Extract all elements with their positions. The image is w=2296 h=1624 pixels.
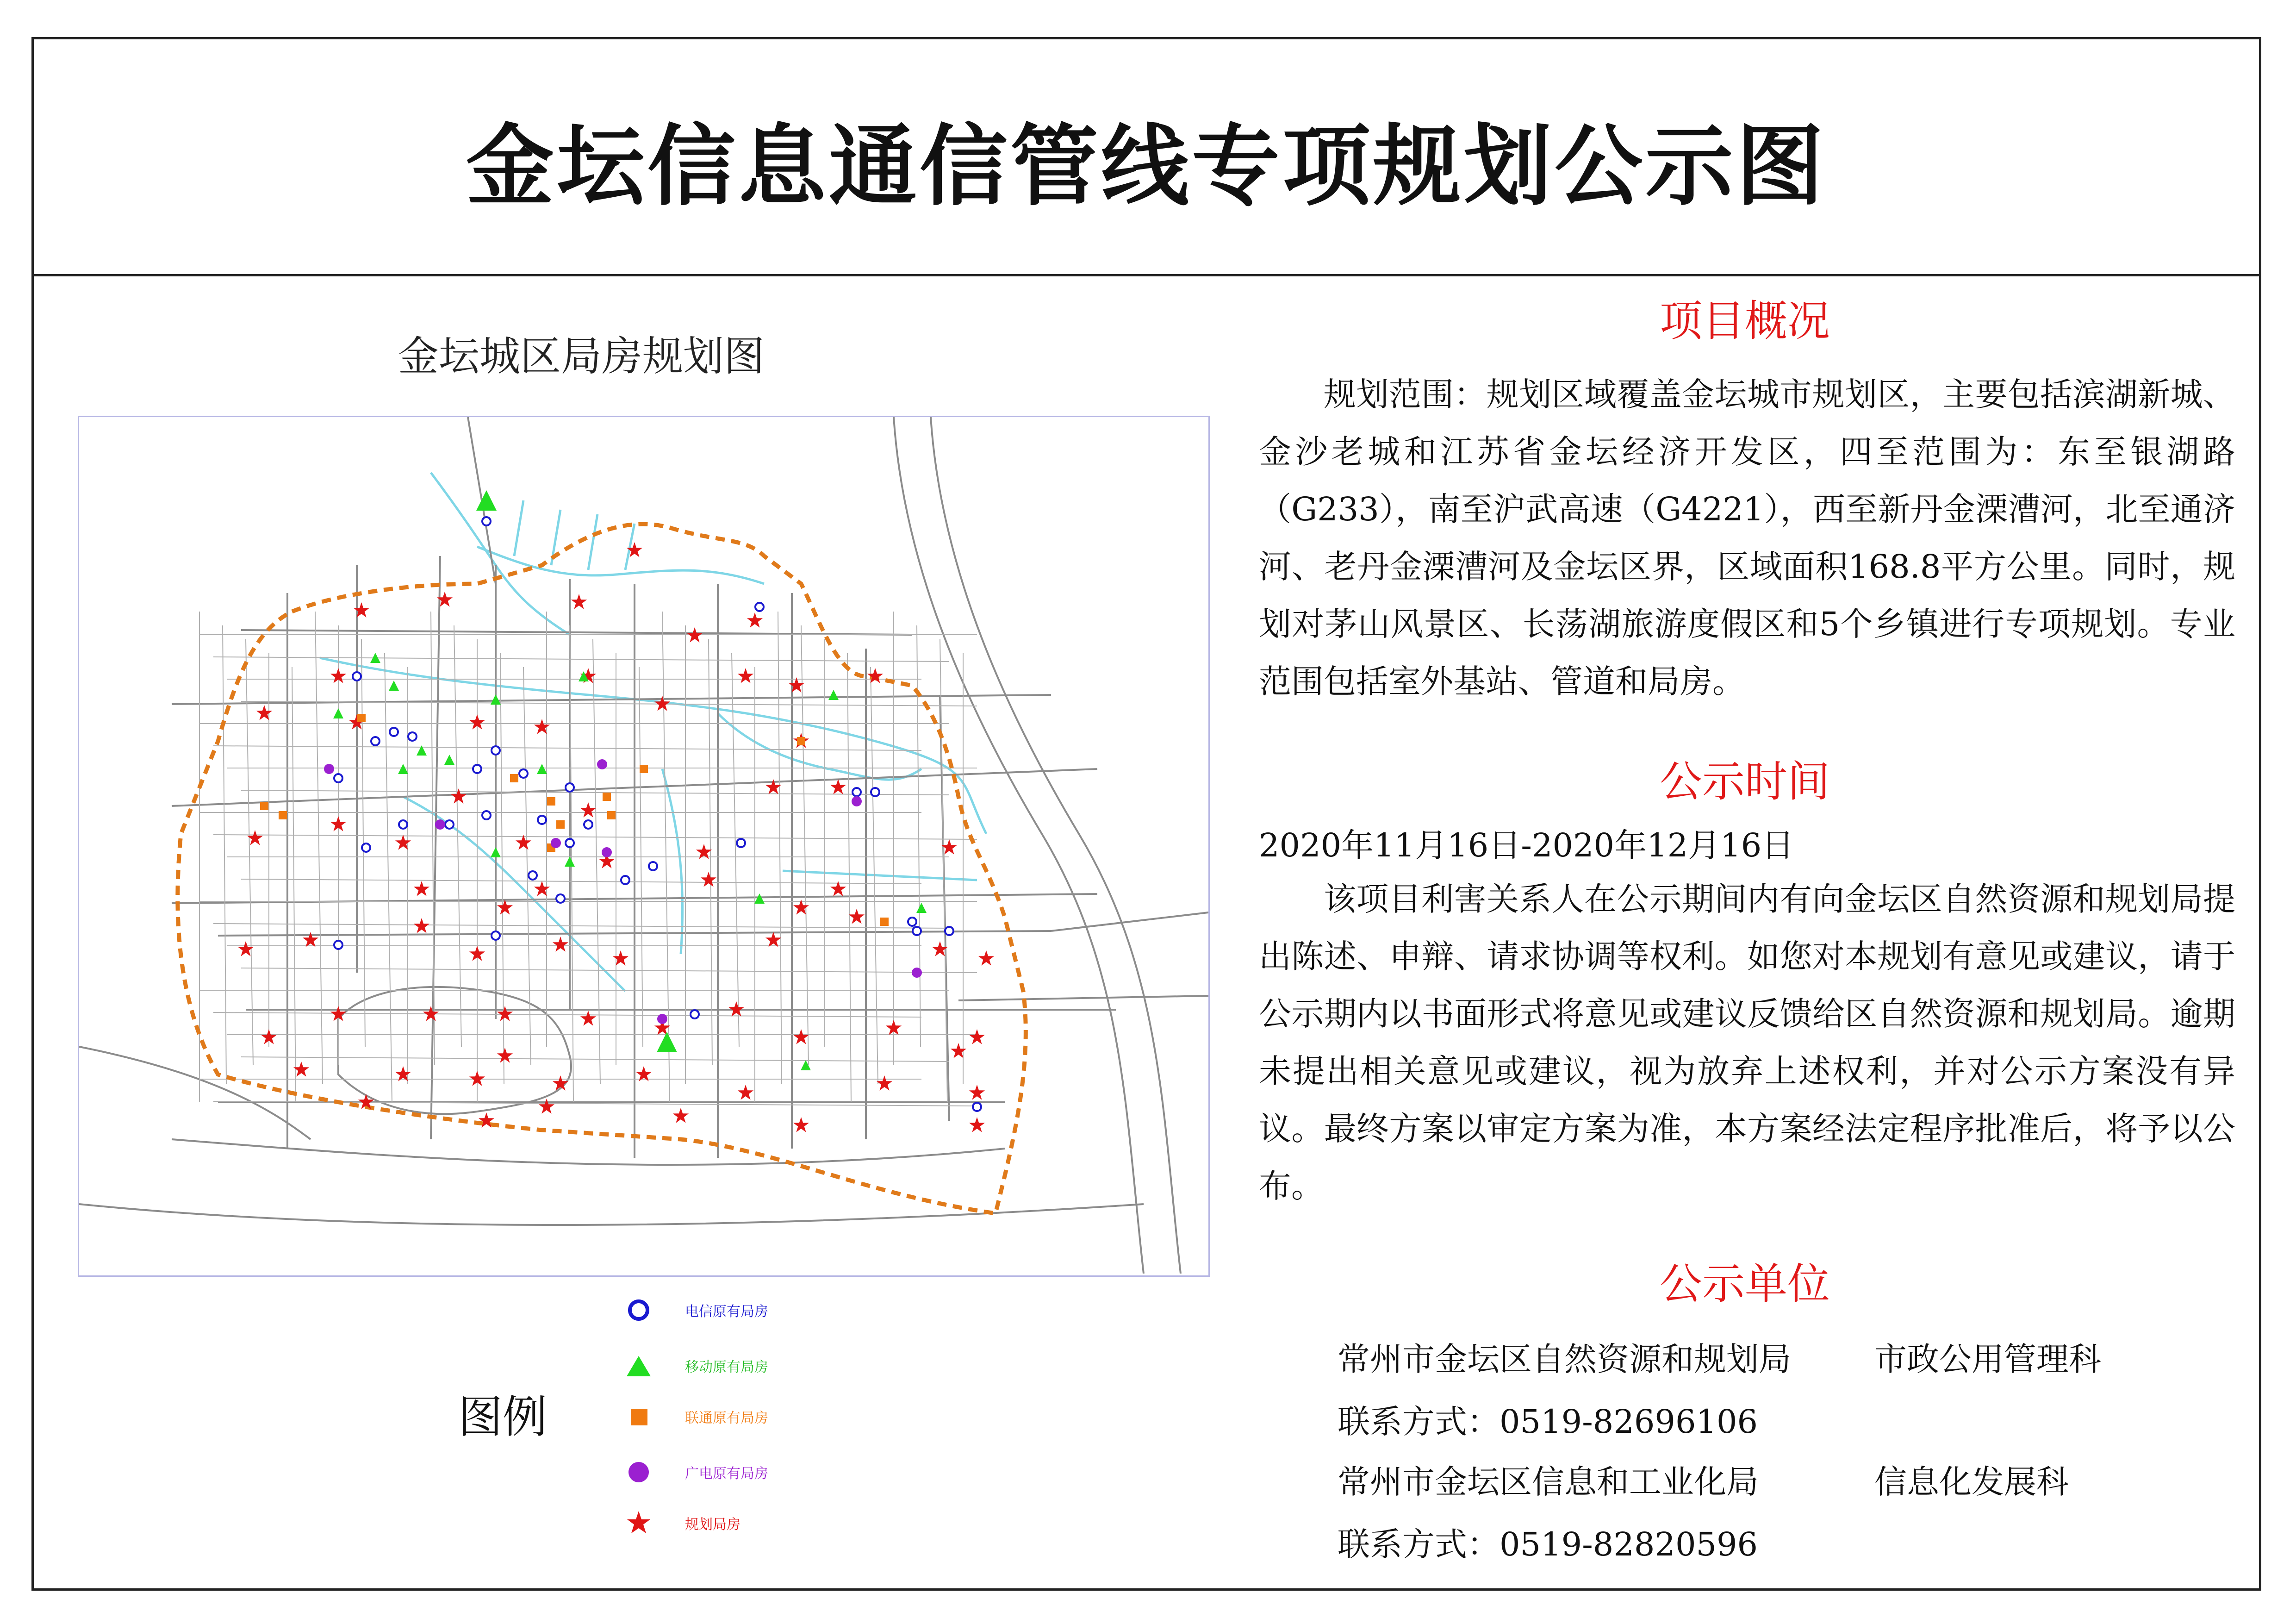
legend-heading: 图例 bbox=[458, 1391, 547, 1443]
minor-road bbox=[223, 625, 226, 1084]
planned-station-marker[interactable] bbox=[793, 1117, 809, 1132]
river bbox=[783, 871, 977, 880]
publisher-org-1: 常州市金坛区自然资源和规划局 bbox=[1338, 1340, 1791, 1378]
publisher-org-2: 常州市金坛区信息和工业化局 bbox=[1338, 1463, 1759, 1501]
road-layer bbox=[79, 417, 1208, 1274]
minor-road bbox=[241, 879, 921, 884]
planned-station-marker[interactable] bbox=[738, 668, 753, 683]
river bbox=[320, 658, 986, 834]
planned-station-marker[interactable] bbox=[534, 719, 550, 734]
legend-label: 移动原有局房 bbox=[685, 1359, 768, 1375]
legend-item bbox=[620, 1458, 768, 1486]
city-map[interactable] bbox=[78, 416, 1210, 1277]
mobile-station-marker[interactable] bbox=[828, 690, 839, 700]
telecom-station-marker[interactable] bbox=[621, 876, 629, 884]
planned-station-marker[interactable] bbox=[553, 937, 568, 952]
mobile-station-marker[interactable] bbox=[916, 903, 927, 913]
planned-station-marker[interactable] bbox=[951, 1043, 966, 1058]
mobile-station-marker[interactable] bbox=[398, 764, 408, 774]
mobile-station-marker[interactable] bbox=[389, 681, 399, 691]
telecom-station-marker[interactable] bbox=[519, 769, 528, 778]
mobile-station-marker[interactable] bbox=[444, 755, 454, 765]
planned-station-marker[interactable] bbox=[738, 1085, 753, 1100]
unicom-station-marker[interactable] bbox=[547, 797, 555, 806]
telecom-station-marker[interactable] bbox=[556, 894, 565, 903]
planned-station-marker[interactable] bbox=[830, 779, 846, 794]
purple-dot-icon bbox=[620, 1458, 657, 1486]
broadcast-station-marker[interactable] bbox=[551, 838, 561, 848]
unicom-station-marker[interactable] bbox=[260, 802, 268, 810]
planned-station-marker[interactable] bbox=[539, 1099, 554, 1114]
planned-station-marker[interactable] bbox=[534, 881, 550, 896]
minor-road bbox=[213, 1012, 921, 1017]
telecom-station-marker[interactable] bbox=[399, 820, 407, 829]
telecom-station-marker[interactable] bbox=[492, 746, 500, 755]
publicity-text: 该项目利害关系人在公示期间内有向金坛区自然资源和规划局提出陈述、申辩、请求协调等权利。如您对本规划有意见或建议，请于公示期内以书面形式将意见或建议反馈给区自然资源和规划局。逾期未提出相关意见或建议，视为放弃上述权利，并对公示方案没有异议。最终方案以审定方案为准，本方案经法定程序批准后，将予以公布。 bbox=[1259, 880, 2235, 1205]
legend-label: 广电原有局房 bbox=[685, 1466, 768, 1482]
telecom-station-marker[interactable] bbox=[334, 774, 342, 782]
planned-station-marker[interactable] bbox=[414, 881, 429, 896]
minor-road bbox=[213, 835, 977, 839]
legend-item bbox=[620, 1403, 768, 1430]
telecom-station-marker[interactable] bbox=[334, 941, 342, 949]
unicom-station-marker[interactable] bbox=[640, 765, 648, 773]
telecom-station-marker[interactable] bbox=[408, 732, 417, 741]
minor-road bbox=[292, 667, 296, 1102]
planned-station-marker[interactable] bbox=[256, 705, 272, 720]
planned-station-marker[interactable] bbox=[571, 594, 587, 609]
planned-station-marker[interactable] bbox=[969, 1085, 985, 1100]
mobile-station-marker[interactable] bbox=[537, 764, 547, 774]
unicom-station-marker[interactable] bbox=[357, 714, 366, 722]
minor-road bbox=[213, 924, 949, 928]
overview-heading: 项目概况 bbox=[1659, 296, 1830, 346]
planned-station-marker[interactable] bbox=[969, 1117, 985, 1132]
minor-road bbox=[778, 612, 782, 1084]
telecom-station-marker[interactable] bbox=[945, 927, 953, 935]
orange-square-icon bbox=[620, 1403, 657, 1430]
planned-station-marker[interactable] bbox=[701, 872, 716, 887]
minor-road-layer bbox=[199, 612, 977, 1106]
unicom-station-marker[interactable] bbox=[603, 793, 611, 801]
telecom-station-marker[interactable] bbox=[913, 927, 921, 935]
telecom-station-marker[interactable] bbox=[482, 517, 491, 525]
canal bbox=[514, 500, 635, 570]
planned-station-marker[interactable] bbox=[877, 1075, 892, 1091]
road bbox=[958, 996, 1208, 1000]
telecom-station-marker[interactable] bbox=[445, 820, 454, 829]
telecom-station-marker[interactable] bbox=[871, 788, 879, 796]
map-heading: 金坛城区局房规划图 bbox=[398, 332, 765, 380]
legend-item bbox=[620, 1352, 768, 1380]
title-bar bbox=[34, 39, 2259, 276]
river bbox=[477, 547, 764, 584]
legend-item bbox=[620, 1509, 740, 1537]
planned-station-marker[interactable] bbox=[580, 1011, 596, 1026]
green-triangle-icon bbox=[620, 1352, 657, 1380]
map-canvas bbox=[79, 417, 1208, 1275]
planned-station-marker[interactable] bbox=[969, 1029, 985, 1044]
planned-station-marker[interactable] bbox=[867, 668, 883, 683]
publisher-contact-2: 联系方式：0519-82820596 bbox=[1338, 1525, 1758, 1563]
telecom-station-marker[interactable] bbox=[538, 816, 546, 824]
unicom-station-marker[interactable] bbox=[279, 811, 287, 819]
unicom-station-marker[interactable] bbox=[880, 918, 889, 926]
minor-road bbox=[801, 625, 809, 1065]
telecom-station-marker[interactable] bbox=[371, 737, 380, 745]
broadcast-station-marker[interactable] bbox=[324, 764, 334, 774]
telecom-station-marker[interactable] bbox=[737, 839, 745, 847]
telecom-station-marker[interactable] bbox=[353, 672, 361, 681]
planned-station-marker[interactable] bbox=[765, 932, 781, 947]
red-star-icon bbox=[620, 1509, 657, 1537]
telecom-station-marker[interactable] bbox=[908, 918, 916, 926]
mobile-station-marker[interactable] bbox=[476, 490, 497, 511]
planned-station-marker[interactable] bbox=[580, 802, 596, 818]
planned-station-marker[interactable] bbox=[978, 950, 994, 966]
minor-road bbox=[940, 639, 947, 1102]
road bbox=[1051, 912, 1208, 931]
telecom-station-marker[interactable] bbox=[492, 931, 500, 940]
unicom-station-marker[interactable] bbox=[607, 811, 616, 819]
telecom-station-marker[interactable] bbox=[529, 871, 537, 880]
telecom-station-marker[interactable] bbox=[852, 788, 861, 796]
minor-road bbox=[213, 746, 921, 750]
road bbox=[241, 630, 912, 635]
road bbox=[172, 1139, 1005, 1165]
mobile-station-marker[interactable] bbox=[491, 694, 501, 705]
legend-label: 规划局房 bbox=[685, 1517, 740, 1533]
planned-station-marker[interactable] bbox=[673, 1108, 689, 1123]
road bbox=[79, 1204, 1144, 1225]
publisher-heading: 公示单位 bbox=[1659, 1259, 1830, 1309]
poster-title: 金坛信息通信管线专项规划公示图 bbox=[466, 115, 1827, 218]
minor-road bbox=[709, 639, 712, 1065]
unicom-station-marker[interactable] bbox=[556, 820, 565, 829]
mobile-station-marker[interactable] bbox=[565, 856, 575, 867]
water-layer bbox=[320, 473, 986, 991]
telecom-station-marker[interactable] bbox=[362, 843, 370, 852]
planned-station-marker[interactable] bbox=[395, 835, 411, 850]
broadcast-station-marker[interactable] bbox=[602, 847, 612, 857]
unicom-station-marker[interactable] bbox=[510, 774, 518, 782]
planned-station-marker[interactable] bbox=[613, 950, 628, 966]
planned-station-marker[interactable] bbox=[414, 918, 429, 933]
telecom-station-marker[interactable] bbox=[755, 603, 764, 611]
telecom-station-marker[interactable] bbox=[649, 862, 657, 870]
planning-boundary bbox=[178, 524, 1026, 1213]
broadcast-station-marker[interactable] bbox=[435, 819, 445, 830]
unicom-station-marker[interactable] bbox=[797, 737, 805, 745]
broadcast-station-marker[interactable] bbox=[912, 968, 922, 978]
overview-text: 规划范围：规划区域覆盖金坛城市规划区，主要包括滨湖新城、金沙老城和江苏省金坛经济开发区，四至范围为：东至银湖路（G233），南至沪武高速（G4221），西至新丹金溧漕河，北至通济河、老丹金溧漕河及金坛区界，区域面积168.8平方公里。同时，规划对茅山风景区、长荡湖旅游度假区和5个乡镇进行专项规划。专业范围包括室外基站、管道和局房。 bbox=[1259, 375, 2235, 700]
highway bbox=[931, 417, 1181, 1274]
publisher-contact-1: 联系方式：0519-82696106 bbox=[1338, 1403, 1758, 1441]
planned-station-marker[interactable] bbox=[451, 788, 467, 804]
planned-station-marker[interactable] bbox=[747, 612, 763, 628]
broadcast-station-marker[interactable] bbox=[657, 1014, 667, 1024]
telecom-station-marker[interactable] bbox=[691, 1010, 699, 1018]
telecom-station-marker[interactable] bbox=[482, 811, 491, 819]
legend-item bbox=[620, 1296, 768, 1324]
publicity-time-heading: 公示时间 bbox=[1659, 757, 1830, 806]
publisher-dept-1: 市政公用管理科 bbox=[1874, 1340, 2101, 1378]
mobile-station-marker[interactable] bbox=[491, 847, 501, 857]
telecom-station-marker[interactable] bbox=[566, 839, 574, 847]
telecom-station-marker[interactable] bbox=[584, 820, 592, 829]
blue-circle-icon bbox=[620, 1296, 657, 1324]
road bbox=[79, 1047, 311, 1139]
legend-label: 联通原有局房 bbox=[685, 1410, 768, 1426]
legend-label: 电信原有局房 bbox=[685, 1304, 768, 1320]
publisher-dept-2: 信息化发展科 bbox=[1874, 1463, 2069, 1501]
mobile-station-marker[interactable] bbox=[333, 708, 343, 718]
river bbox=[431, 473, 570, 635]
highway bbox=[894, 417, 1144, 1274]
telecom-station-marker[interactable] bbox=[566, 783, 574, 792]
telecom-station-marker[interactable] bbox=[973, 1103, 981, 1111]
lake bbox=[338, 987, 571, 1114]
telecom-station-marker[interactable] bbox=[390, 728, 398, 736]
planned-station-marker[interactable] bbox=[849, 909, 865, 924]
mobile-station-marker[interactable] bbox=[801, 1060, 811, 1070]
broadcast-station-marker[interactable] bbox=[597, 759, 607, 769]
planned-station-marker[interactable] bbox=[793, 1029, 809, 1044]
publicity-period: 2020年11月16日-2020年12月16日 bbox=[1259, 826, 1794, 864]
minor-road bbox=[917, 625, 921, 1047]
telecom-station-marker[interactable] bbox=[473, 765, 481, 773]
mobile-station-marker[interactable] bbox=[754, 893, 765, 904]
broadcast-station-marker[interactable] bbox=[852, 796, 862, 806]
